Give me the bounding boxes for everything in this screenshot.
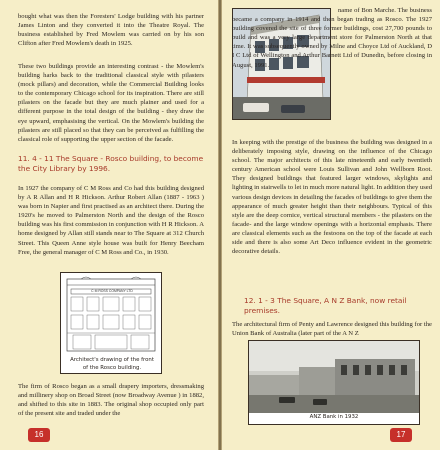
left-page xyxy=(0,0,218,450)
architect-drawing-caption: Architect's drawing of the front of the Rosco building. xyxy=(70,357,154,371)
left-paragraph-4: The firm of Rosco began as a small drapery importers, dressmaking and millinery shop on Broad Street (now Broadway Avenue ) in 1882, and shifted to this site in 1883. The original shop occupied only part of the present site and traded under the xyxy=(18,383,204,418)
right-paragraph-2: In keeping with the prestige of the business the building was designed in a deliberately imposing style, drawing on the influence of the Chicago school. The major architects of this late nineteenth and early twentieth century American school were Louis Sullivan and John Wellborn Root. They designed buildings that featured larger windows, skylights and lighting in stairwells to let in much more natural light. In addition they used various design devices in detailing the facades of buildings to give them the appearance of much greater height than their neighbours. Typical of this style are the deep cornice, vertical structural members - the pilasters on the facade- and the large window openings with a horizontal emphasis. There are classical elements such as the festoons on the top of the facade at each side and there is also some Art Deco influence evident in the geometric decorative details. xyxy=(232,139,432,256)
architect-drawing xyxy=(61,275,161,357)
anz-bank-caption: ANZ Bank in 1932 xyxy=(309,414,359,420)
left-paragraph-3: In 1927 the company of C M Ross and Co had this building designed by A R Allan and H R Hickson. Arthur Robert Allan (1887 - 1963 ) was born in Napier and first practised as an architect there. During the 1920's he moved to Palmerston North and the design of the Rosco building was his first commission in conjunction with H R Hickson. A home designed by Allan still stands near to The Square at 312 Church Street. This Queen Anne style house was built for Henry Beecham Free, the general manager of C M Ross and Co., in 1930. xyxy=(18,185,204,256)
rosco-section-heading: 11. 4 - 11 The Square - Rosco building, to become the City Library by 1996. xyxy=(18,154,204,173)
architect-drawing-frame xyxy=(60,272,162,374)
drawing-sign-text: C M ROSS COMPANY LTD xyxy=(91,289,133,293)
right-paragraph-1: name of Bon Marche. The business became a company in 1914 and then began trading as Rosco. The 1927 building covered the site of three former buildings, cost 27,700 pounds to build and was a very large department store for Palmerston North at that time. It was subsequently owned by Milne and Choyce Ltd of Auckland, D I C Ltd of Wellington and Arthur Barnett Ltd of Dunedin, before closing in August, 1991. xyxy=(232,7,432,69)
page-number-left: 16 xyxy=(28,428,50,442)
page-number-right: 17 xyxy=(390,428,412,442)
right-page xyxy=(222,0,440,450)
left-paragraph-2: These two buildings provide an interesting contrast - the Mowlem's building harks back to the traditional classical style with pilasters (mock pillars) and decoration, while the Commercial Building looks to the contemporary Chicago school for its inspiration. There are still pilasters on the facade but they are much plainer and used for a different purpose in the total design of the building - they draw the eye upward, emphasising the vertical. On the Mowlem's building the pilasters are still placed so that they can be perceived as fulfilling the classical role of supporting the upper section of the facade. xyxy=(18,63,204,143)
right-paragraph-3: The architectural firm of Penty and Lawrence designed this building for the Union Bank of Australia (later part of the A N Z xyxy=(232,321,432,338)
left-paragraph-1: bought what was then the Foresters' Lodge building with his partner James Linton and they converted it into the Theatre Royal. The business established by Fred Mowlem was carried on by his son Clifton after Fred Mowlem's death in 1925. xyxy=(18,13,204,48)
anz-bank-photo xyxy=(249,341,419,413)
anz-bank-photo-frame xyxy=(248,340,420,425)
anz-section-heading: 12. 1 - 3 The Square, A N Z Bank, now retail premises. xyxy=(244,296,407,315)
